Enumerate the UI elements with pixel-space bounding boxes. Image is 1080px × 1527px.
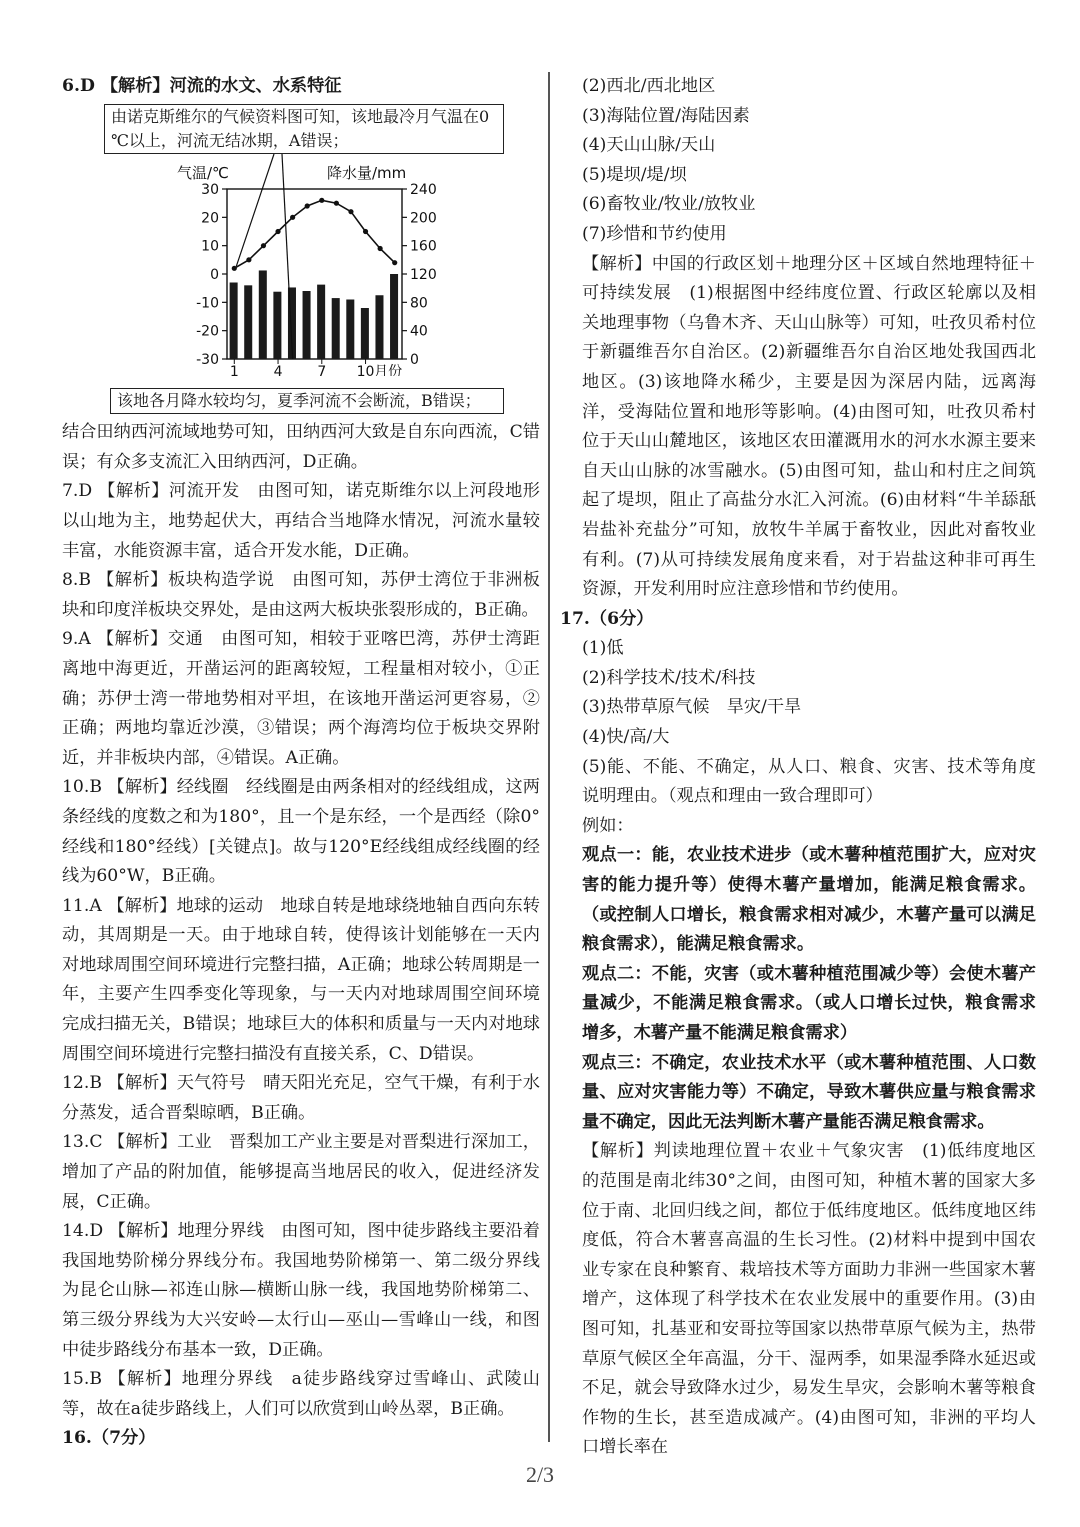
left-tick-label: 20 [201,209,219,226]
column-divider [548,72,550,1442]
right-column [560,72,1036,1463]
temperature-point [348,209,353,214]
answer-q13: 13.C 【解析】工业 晋梨加工产业主要是对晋梨进行深加工，增加了产品的附加值，能够提高当地居民的收入，促进经济发展，C正确。 [62,1132,540,1212]
left-tick-label: -10 [196,294,219,311]
answer-16-7: (7)珍惜和节约使用 [582,223,727,244]
answer-17-1: (1)低 [582,638,624,659]
q16-heading: 16.（7分） [62,1428,156,1449]
temperature-point [232,265,237,270]
left-tick-label: 30 [201,181,219,198]
temperature-point [275,228,280,233]
left-tick-label: 0 [210,266,219,283]
answer-16-2: (2)西北/西北地区 [582,76,716,96]
page-number: 2/3 [525,1462,555,1487]
viewpoint-2: 观点二：不能，灾害（或木薯种植范围减少等）会使木薯产量减少，不能满足粮食需求。（或人口增长过快，粮食需求增多，木薯产量不能满足粮食需求） [582,963,1036,1043]
answer-q9: 9.A 【解析】交通 由图可知，相较于亚喀巴湾，苏伊士湾距离地中海更近，开凿运河的距离较短，工程量相对较小，①正确；苏伊士湾一带地势相对平坦，在该地开凿运河更容易，②正确；两地均靠近沙漠，③错误；两个海湾均位于板块交界附近，并非板块内部，④错误。A正确。 [62,629,540,768]
answer-q10: 10.B 【解析】经线圈 经线圈是由两条相对的经线组成，这两条经线的度数之和为180°，且一个是东经，一个是西经（除0°经线和180°经线）[关键点]。故与120°E经线组成经线圈的经线为60°W，B正确。 [62,777,540,887]
annotation-pointer [282,154,293,359]
right-tick-label: 80 [410,294,428,311]
temperature-point [378,245,383,250]
y-axis-title-temperature: 气温/℃ [177,163,229,182]
x-tick-label: 1 [229,363,239,376]
answer-16-5: (5)堤坝/堤/坝 [582,164,687,185]
x-tick-label: 4 [273,363,283,376]
x-tick-label: 10 [356,363,375,376]
precipitation-bar [317,284,325,358]
chart-annotation-a: 由诺克斯维尔的气候资料图可知，该地最冷月气温在0 ℃以上，河流无结冰期，A错误； [104,104,504,154]
right-tick-label: 120 [410,266,437,283]
precipitation-bar [361,308,369,359]
precipitation-bar [244,285,252,359]
temperature-point [261,243,266,248]
answer-17-5: (5)能、不能、不确定，从人口、粮食、灾害、技术等角度说明理由。（观点和理由一致合理即可） [582,756,1036,807]
temperature-point [319,197,324,202]
temperature-point [246,257,251,262]
right-tick-label: 0 [410,351,419,368]
answer-q12: 12.B 【解析】天气符号 晴天阳光充足，空气干燥，有利于水分蒸发，适合晋梨晾晒，B正确。 [62,1073,540,1123]
chart-annotation-b: 该地各月降水较均匀，夏季河流不会断流，B错误； [110,388,504,414]
answer-q14: 14.D 【解析】地理分界线 由图可知，图中徒步路线主要沿着我国地势阶梯分界线分布。我国地势阶梯第一、第二级分界线为昆仑山脉—祁连山脉—横断山脉一线，我国地势阶梯第二、第三级分界线为大兴安岭—太行山—巫山—雪峰山一线，和图中徒步路线分布基本一致，D正确。 [62,1221,540,1360]
answer-17-2: (2)科学技术/技术/科技 [582,667,756,688]
example-label: 例如： [582,815,634,836]
x-tick-label: 7 [317,363,327,376]
precipitation-bar [230,282,238,359]
answer-16-6: (6)畜牧业/牧业/放牧业 [582,194,756,215]
viewpoint-3: 观点三：不确定，农业技术水平（或木薯种植范围、人口数量、应对灾害能力等）不确定，导致木薯供应量与粮食需求量不确定，因此无法判断木薯产量能否满足粮食需求。 [582,1052,1036,1132]
y-axis-title-precipitation: 降水量/mm [327,163,407,182]
left-tick-label: -30 [196,351,219,368]
right-tick-label: 160 [410,238,437,255]
answer-q8: 8.B 【解析】板块构造学说 由图可知，苏伊士湾位于非洲板块和印度洋板块交界处，是由这两大板块张裂形成的，B正确。 [62,570,540,620]
precipitation-bar [303,291,311,359]
analysis-17: 【解析】判读地理位置＋农业＋气象灾害 (1)低纬度地区的范围是南北纬30°之间，由图可知，种植木薯的国家大多位于南、北回归线之间，都位于低纬度地区。低纬度地区纬度低，符合木薯喜高温的生长习性。(2)材料中提到中国农业专家在良种繁育、栽培技术等方面助力非洲一些国家木薯增产，这体现了科学技术在农业发展中的重要作用。(3)由图可知，扎基亚和安哥拉等国家以热带草原气候为主，热带草原气候区全年高温，分干、湿两季，如果湿季降水延迟或不足，就会导致降水过少，易发生旱灾，会影响木薯等粮食作物的生长，甚至造成减产。(4)由图可知，非洲的平均人口增长率在 [582,1141,1036,1458]
right-tick-label: 40 [410,323,428,340]
viewpoint-1: 观点一：能，农业技术进步（或木薯种植范围扩大，应对灾害的能力提升等）使得木薯产量增加，能满足粮食需求。（或控制人口增长，粮食需求相对减少，木薯产量可以满足粮食需求），能满足粮食需求。 [582,845,1036,955]
left-tick-label: 10 [201,238,219,255]
left-column [62,72,540,1454]
precipitation-bar [375,295,383,359]
precipitation-bar [259,270,267,359]
answer-16-4: (4)天山山脉/天山 [582,135,716,156]
temperature-point [290,214,295,219]
temperature-point [363,228,368,233]
temperature-point [392,260,397,265]
climate-chart [102,154,542,376]
precipitation-bar [390,274,398,359]
analysis-16: 【解析】中国的行政区划＋地理分区＋区域自然地理特征＋可持续发展 (1)根据图中经纬度位置、行政区轮廓以及相关地理事物（乌鲁木齐、天山山脉等）可知，吐孜贝希村位于新疆维吾尔自治区。(2)新疆维吾尔自治区地处我国西北地区。(3)该地降水稀少，主要是因为深居内陆，远离海洋，受海陆位置和地形等影响。(4)由图可知，吐孜贝希村位于天山山麓地区，该地区农田灌溉用水的河水水源主要来自天山山脉的冰雪融水。(5)由图可知，盐山和村庄之间筑起了堤坝，阻止了高盐分水汇入河流。(6)由材料“牛羊舔舐岩盐补充盐分”可知，放牧牛羊属于畜牧业，因此对畜牧业有利。(7)从可持续发展角度来看，对于岩盐这种非可再生资源，开发利用时应注意珍惜和节约使用。 [582,253,1036,600]
precipitation-bar [273,291,281,358]
annotation-pointer [236,154,274,266]
q17-heading: 17.（6分） [560,608,654,629]
precipitation-bar [332,298,340,359]
answer-16-3: (3)海陆位置/海陆因素 [582,105,750,126]
q6-text: 结合田纳西河流域地势可知，田纳西河大致是自东向西流，C错误；有众多支流汇入田纳西河，D正确。 [62,422,540,472]
temperature-line [234,200,394,268]
temperature-point [334,200,339,205]
right-tick-label: 200 [410,209,437,226]
left-tick-label: -20 [196,323,219,340]
climate-chart-block [102,104,542,415]
q6-heading: 6.D 【解析】河流的水文、水系特征 [62,76,342,96]
temperature-point [305,203,310,208]
answer-q7: 7.D 【解析】河流开发 由图可知，诺克斯维尔以上河段地形以山地为主，地势起伏大，再结合当地降水情况，河流水量较丰富，水能资源丰富，适合开发水能，D正确。 [62,481,540,561]
answer-17-4: (4)快/高/大 [582,727,670,748]
answer-q15: 15.B 【解析】地理分界线 a徒步路线穿过雪峰山、武陵山等，故在a徒步路线上，人们可以欣赏到山岭丛翠，B正确。 [62,1369,540,1419]
right-tick-label: 240 [410,181,437,198]
answer-17-3: (3)热带草原气候 旱灾/干旱 [582,697,802,718]
precipitation-bar [346,299,354,359]
answer-q11: 11.A 【解析】地球的运动 地球自转是地球绕地轴自西向东转动，其周期是一天。由于地球自转，使得该计划能够在一天内对地球周围空间环境进行完整扫描，A正确；地球公转周期是一年，主要产生四季变化等现象，与一天内对地球周围空间环境完成扫描无关，B错误；地球巨大的体积和质量与一天内对地球周围空间环境进行完整扫描没有直接关系，C、D错误。 [62,895,540,1064]
x-axis-unit: 月份 [374,363,403,376]
